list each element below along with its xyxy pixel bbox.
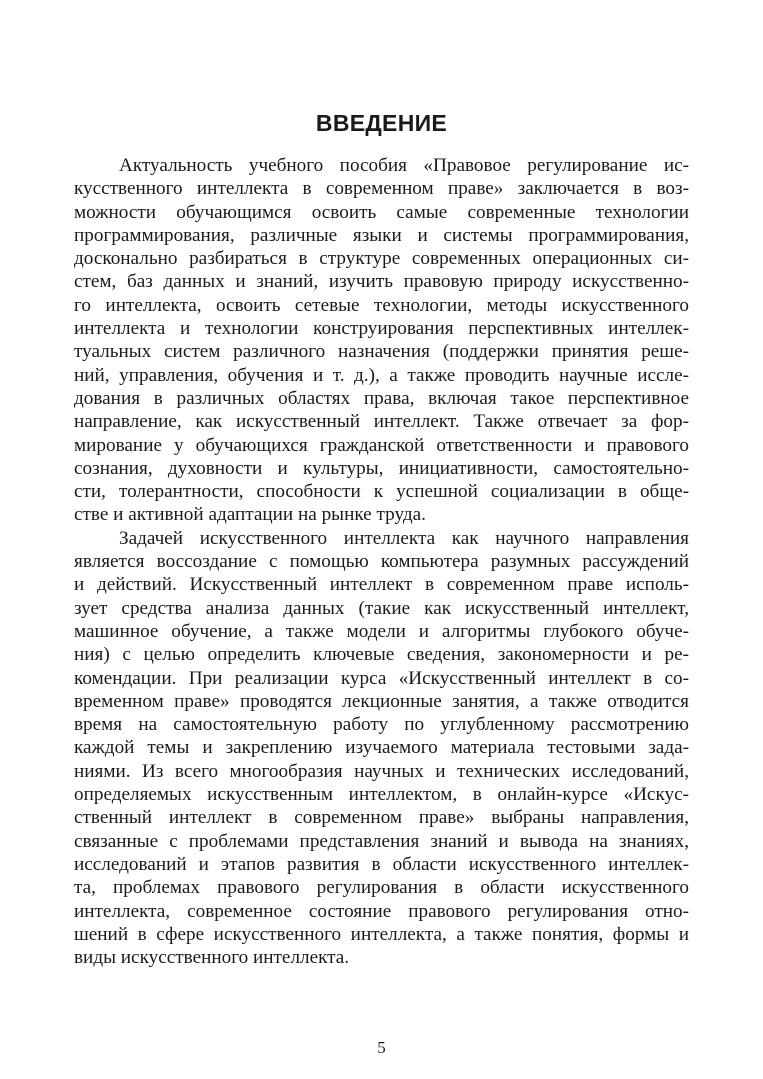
text-line: дования в различных областях права, включая такое перспективное (74, 387, 689, 409)
text-line: каждой темы и закреплению изучаемого материала тестовыми зада- (74, 737, 689, 759)
text-line: ний, управления, обучения и т. д.), а также проводить научные иссле- (74, 364, 689, 386)
text-line: комендации. При реализации курса «Искусственный интеллект в со- (74, 667, 689, 689)
text-line: ния) с целью определить ключевые сведения, закономерности и ре- (74, 644, 689, 666)
text-line: стве и активной адаптации на рынке труда. (74, 504, 426, 526)
text-line: является воссоздание с помощью компьютера разумных рассуждений (74, 551, 689, 573)
text-line: виды искусственного интеллекта. (74, 947, 350, 969)
text-line: мирование у обучающихся гражданской ответственности и правового (74, 434, 689, 456)
text-line: можности обучающимся освоить самые современные технологии (74, 201, 689, 223)
text-line: сти, толерантности, способности к успешной социализации в обще- (74, 481, 689, 503)
text-line: направление, как искусственный интеллект. Также отвечает за фор- (74, 411, 689, 433)
text-line: ниями. Из всего многообразия научных и технических исследований, (74, 760, 689, 782)
page-number: 5 (377, 1038, 386, 1057)
text-line: и действий. Искусственный интеллект в современном праве исполь- (74, 574, 689, 596)
text-line: шений в сфере искусственного интеллекта, а также понятия, формы и (74, 923, 689, 945)
text-line: связанные с проблемами представления знаний и вывода на знаниях, (74, 830, 689, 852)
text-line: туальных систем различного назначения (поддержки принятия реше- (74, 341, 689, 363)
text-line: машинное обучение, а также модели и алгоритмы глубокого обуче- (74, 620, 689, 642)
paragraph (74, 527, 689, 970)
text-line: временном праве» проводятся лекционные занятия, а также отводится (74, 690, 689, 712)
text-line: интеллекта и технологии конструирования перспективных интеллек- (74, 318, 689, 340)
text-line: кусственного интеллекта в современном праве» заключается в воз- (74, 178, 689, 200)
text-line: время на самостоятельную работу по углубленному рассмотрению (74, 714, 689, 736)
paragraph (74, 154, 689, 527)
text-line: го интеллекта, освоить сетевые технологии, методы искусственного (74, 294, 689, 316)
section-title: ВВЕДЕНИЕ (315, 110, 448, 136)
text-line: досконально разбираться в структуре современных операционных си- (74, 248, 689, 270)
text-line: Задачей искусственного интеллекта как научного направления (119, 527, 689, 549)
text-line: та, проблемах правового регулирования в области искусственного (74, 877, 689, 899)
text-line: интеллекта, современное состояние правового регулирования отно- (74, 900, 689, 922)
body-text (74, 154, 689, 969)
text-line: ственный интеллект в современном праве» выбраны направления, (74, 807, 689, 829)
text-line: программирования, различные языки и системы программирования, (74, 224, 689, 246)
text-line: определяемых искусственным интеллектом, в онлайн-курсе «Искус- (74, 784, 689, 806)
text-line: стем, баз данных и знаний, изучить правовую природу искусственно- (74, 271, 689, 293)
text-line: исследований и этапов развития в области искусственного интеллек- (74, 853, 689, 875)
text-line: Актуальность учебного пособия «Правовое регулирование ис- (119, 155, 689, 176)
text-line: зует средства анализа данных (такие как искусственный интеллект, (74, 597, 689, 619)
text-line: сознания, духовности и культуры, инициативности, самостоятельно- (74, 457, 689, 479)
